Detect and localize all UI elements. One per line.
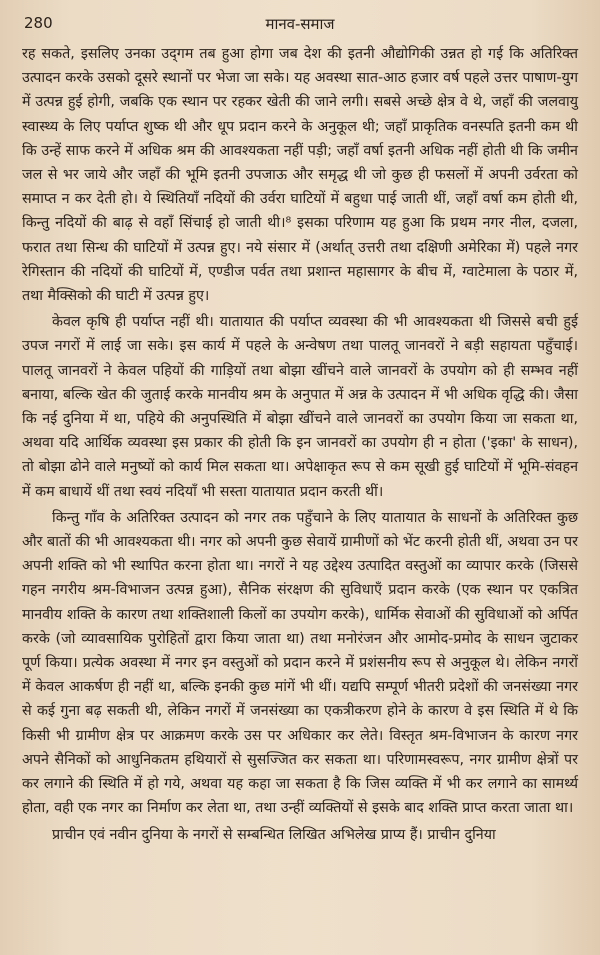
paragraph-4: प्राचीन एवं नवीन दुनिया के नगरों से सम्बन्धित लिखित अभिलेख प्राप्य हैं। प्राचीन दुनिया bbox=[52, 826, 496, 843]
running-head: मानव-समाज bbox=[265, 15, 335, 33]
paragraph-1: रह सकते, इसलिए उनका उद्‌गम तब हुआ होगा जब देश की इतनी औद्योगिकी उन्नत हो गई कि अतिरिक्त उत्पादन करके उसको दूसरे स्थानों पर भेजा जा सके। यह अवस्था सात-आठ हजार वर्ष पहले उत्तर पाषाण-युग में उत्पन्न हुई होगी, जबकि एक स्थान पर रहकर खेती की जाने लगी। सबसे अच्छे क्षेत्र वे थे, जहाँ की जलवायु स्वास्थ्य के लिए पर्याप्त शुष्क थी और धूप प्रदान करने के अनुकूल थी; जहाँ प्राकृतिक वनस्पति इतनी कम थी कि उन्हें साफ करने में अधिक श्रम की आवश्यकता नहीं पड़ी; जहाँ वर्षा इतनी अधिक नहीं होती थी कि जमीन जल से भर जाये और जहाँ की भूमि इतनी उपजाऊ और समृद्ध थी जो कुछ ही फसलों में अपनी उर्वरता को समाप्त न कर देती हो। ये स्थितियाँ नदियों की उर्वरा घाटियों में बहुधा पाई जाती थीं, जहाँ वर्षा कम होती थी, किन्तु नदियों की बाढ़ से वहाँ सिंचाई हो जाती थी।⁸ इसका परिणाम यह हुआ कि प्रथम नगर नील, दजला, फरात तथा सिन्ध की घाटियों में उत्पन्न हुए। नये संसार में (अर्थात् उत्तरी तथा दक्षिणी अमेरिका में) पहले नगर रेगिस्तान की नदियों की घाटियों में, एण्डीज पर्वत तथा प्रशान्त महासागर के बीच में, ग्वाटेमाला के पठार में, तथा मैक्सिको की घाटी में उत्पन्न हुए। bbox=[22, 46, 578, 305]
page-number: 280 bbox=[24, 14, 53, 32]
page-header bbox=[22, 12, 578, 36]
body-text bbox=[22, 42, 578, 847]
paragraph-2: केवल कृषि ही पर्याप्त नहीं थी। यातायात की पर्याप्त व्यवस्था की भी आवश्यकता थी जिससे बची हुई उपज नगरों में लाई जा सके। इस कार्य में पहले के अन्वेषण तथा पालतू जानवरों ने बड़ी सहायता पहुँचाई। पालतू जानवरों ने केवल पहियों की गाड़ियों तथा बोझा खींचने वाले जानवरों के उपयोग को ही सम्भव नहीं बनाया, बल्कि खेत की जुताई करके मानवीय श्रम के अनुपात में अन्न के उत्पादन में भी अधिक वृद्धि की। जैसा कि नई दुनिया में था, पहिये की अनुपस्थिति में बोझा खींचने वाले जानवरों का उपयोग किया जा सकता था, अथवा यदि आर्थिक व्यवस्था इस प्रकार की होती कि इन जानवरों का उपयोग ही न होता ('इका' के साधन), तो बोझा ढोने वाले मनुष्यों को कार्य मिल सकता था। अपेक्षाकृत रूप से कम सूखी हुई घाटियों में भूमि-संवहन में कम बाधायें थीं तथा स्वयं नदियाँ भी सस्ता यातायात प्रदान करती थीं। bbox=[22, 314, 578, 500]
paragraph-3: किन्तु गाँव के अतिरिक्त उत्पादन को नगर तक पहुँचाने के लिए यातायात के साधनों के अतिरिक्त कुछ और बातों की भी आवश्यकता थी। नगर को अपनी कुछ सेवायें ग्रामीणों को भेंट करनी होती थीं, अथवा उन पर अपनी शक्ति को भी स्थापित करना होता था। नगरों ने यह उद्देश्य उत्पादित वस्तुओं का व्यापार करके (जिससे गहन नगरीय श्रम-विभाजन उत्पन्न हुआ), सैनिक संरक्षण की सुविधाएँ प्रदान करके (एक स्थान पर एकत्रित मानवीय शक्ति के कारण तथा शक्तिशाली किलों का उपयोग करके), धार्मिक सेवाओं की सुविधाओं को अर्पित करके (जो व्यावसायिक पुरोहितों द्वारा किया जाता था) तथा मनोरंजन और आमोद-प्रमोद के साधन जुटाकर पूर्ण किया। प्रत्येक अवस्था में नगर इन वस्तुओं को प्रदान करने में प्रशंसनीय रूप से अनुकूल थे। लेकिन नगरों में केवल आकर्षण ही नहीं था, बल्कि इनकी कुछ मांगें भी थीं। यद्यपि सम्पूर्ण भीतरी प्रदेशों की जनसंख्या नगर से कई गुना बढ़ सकती थी, लेकिन नगरों में जनसंख्या का एकत्रीकरण होने के कारण वे इस स्थिति में थे कि किसी भी ग्रामीण क्षेत्र पर आक्रमण करके उस पर अधिकार कर लेते। विस्तृत श्रम-विभाजन के कारण नगर अपने सैनिकों को आधुनिकतम हथियारों से सुसज्जित कर सकता था। परिणामस्वरूप, नगर ग्रामीण क्षेत्रों पर कर लगाने की स्थिति में हो गये, अथवा यह कहा जा सकता है कि जिस व्यक्ति में भी कर लगाने का सामर्थ्य होता, वही एक नगर का निर्माण कर लेता था, तथा उन्हीं व्यक्तियों से इसके बाद शक्ति प्राप्त करता जाता था। bbox=[22, 509, 578, 817]
